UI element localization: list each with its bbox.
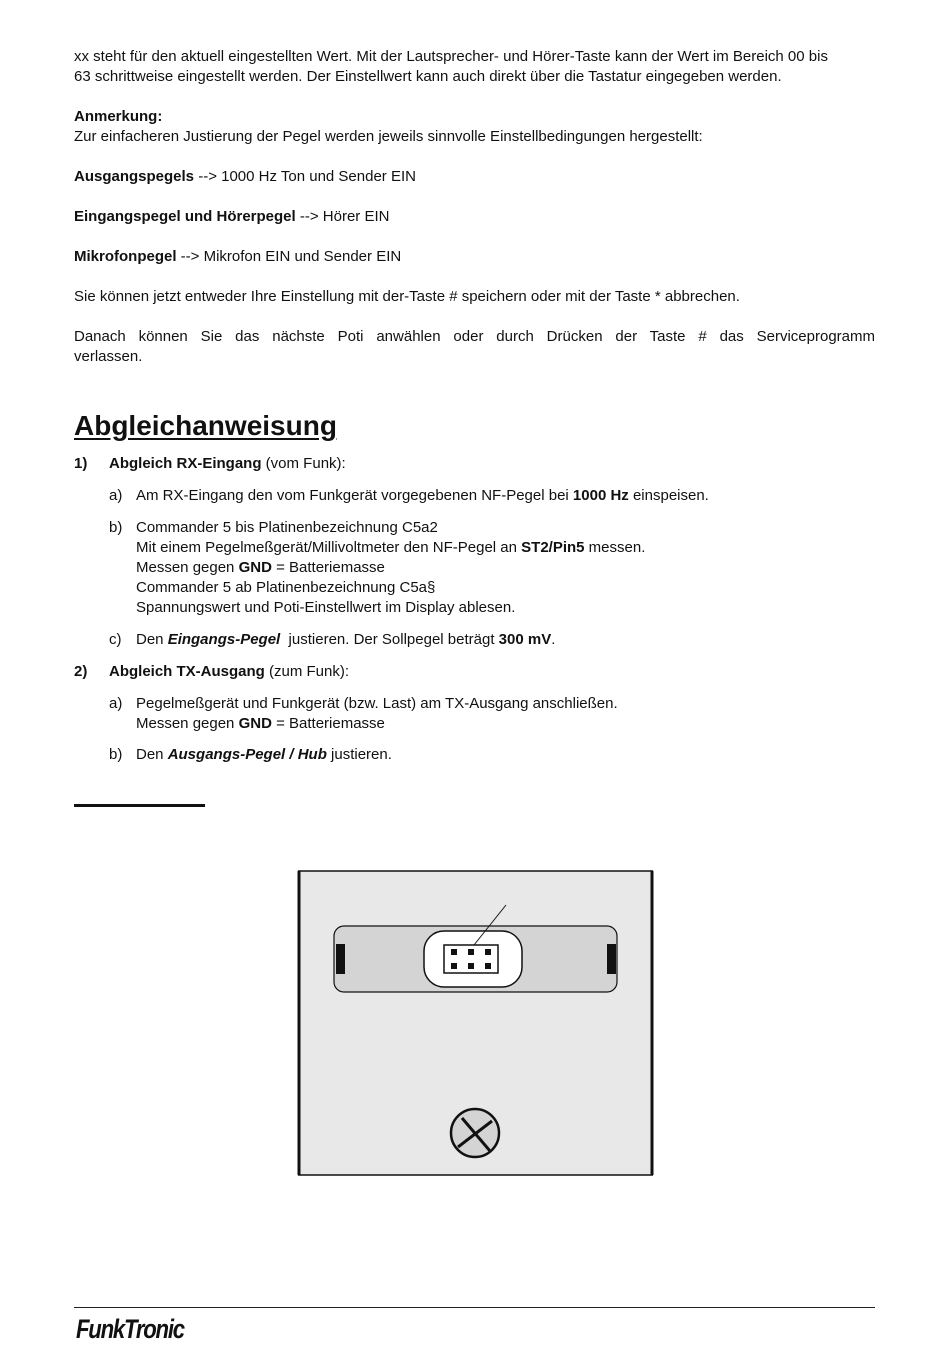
- step-1-heading: [109, 454, 346, 474]
- text-line: [136, 558, 875, 578]
- text-span: messen.: [584, 539, 646, 556]
- step-1-title: Abgleich RX-Eingang: [109, 455, 262, 472]
- section-title: Abgleichanweisung: [74, 410, 337, 441]
- text-span: Messen gegen: [136, 559, 239, 576]
- save-text: Sie können jetzt entweder Ihre Einstellung mit der-Taste # speichern oder mit der Taste * abbrechen.: [74, 288, 740, 305]
- step-2b-text: [136, 745, 875, 765]
- text-span: justieren. Der Sollpegel beträgt: [280, 631, 499, 648]
- step-2-number: 2): [74, 663, 88, 680]
- text-span: Den: [136, 631, 168, 648]
- frequency-value: 1000 Hz: [572, 487, 629, 504]
- next-line-2: verlassen.: [74, 348, 143, 365]
- connector-latch-right: [607, 944, 616, 974]
- pin-label: ST2/Pin5: [521, 539, 585, 556]
- step-1c-text: [136, 630, 875, 650]
- intro-line-1: xx steht für den aktuell eingestellten Wert. Mit der Lautsprecher- und Hörer-Taste kann der Wert im Bereich 00 bis: [74, 48, 828, 65]
- footer-rule: [74, 1307, 875, 1308]
- text-line: Commander 5 ab Platinenbezeichnung C5a§: [136, 579, 436, 596]
- text-span: justieren.: [326, 746, 392, 763]
- device-diagram: [296, 869, 656, 1185]
- condition-rest: --> Mikrofon EIN und Sender EIN: [176, 248, 402, 265]
- step-1c-letter: c): [109, 631, 122, 648]
- text-span: Den: [136, 746, 168, 763]
- step-1b-letter: b): [109, 519, 123, 536]
- text-line: Spannungswert und Poti-Einstellwert im Display ablesen.: [136, 599, 516, 616]
- section-divider: [74, 804, 205, 807]
- note-heading: Anmerkung:: [74, 108, 163, 125]
- condition-input: [74, 207, 875, 227]
- note-text: Zur einfacheren Justierung der Pegel werden jeweils sinnvolle Einstellbedingungen hergestellt:: [74, 128, 703, 145]
- condition-rest: --> 1000 Hz Ton und Sender EIN: [194, 168, 416, 185]
- step-2-title: Abgleich TX-Ausgang: [109, 663, 265, 680]
- text-line: [136, 538, 875, 558]
- step-1b-text: [136, 518, 875, 618]
- step-1a-letter: a): [109, 487, 123, 504]
- condition-term: Ausgangspegels: [74, 168, 195, 185]
- step-2a-text: [136, 694, 875, 734]
- text-line: Pegelmeßgerät und Funkgerät (bzw. Last) am TX-Ausgang anschließen.: [136, 695, 618, 712]
- pin-2: [468, 949, 474, 955]
- pin-4: [451, 963, 457, 969]
- gnd-label: GND: [238, 559, 272, 576]
- text-span: Am RX-Eingang den vom Funkgerät vorgegebenen NF-Pegel bei: [136, 487, 573, 504]
- condition-rest: --> Hörer EIN: [295, 208, 390, 225]
- text-span: Messen gegen: [136, 715, 239, 732]
- intro-line-2: 63 schrittweise eingestellt werden. Der Einstellwert kann auch direkt über die Tastatur eingegeben werden.: [74, 68, 782, 85]
- text-line: [136, 714, 875, 734]
- step-1-number: 1): [74, 455, 88, 472]
- next-text: [74, 327, 875, 367]
- step-2-heading: [109, 662, 349, 682]
- brand-logo: FunkTronic: [76, 1314, 184, 1344]
- next-line-1: Danach können Sie das nächste Poti anwählen oder durch Drücken der Taste # das Serviceprogramm: [74, 328, 875, 345]
- gnd-label: GND: [238, 715, 272, 732]
- text-span: = Batteriemasse: [271, 559, 385, 576]
- pin-6: [485, 963, 491, 969]
- text-line: Commander 5 bis Platinenbezeichnung C5a2: [136, 519, 438, 536]
- step-2a-letter: a): [109, 695, 123, 712]
- text-span: einspeisen.: [628, 487, 709, 504]
- input-level-term: Eingangs-Pegel: [167, 631, 281, 648]
- condition-mic: [74, 247, 875, 267]
- step-1a-text: [136, 486, 875, 506]
- intro-text: [74, 47, 875, 87]
- pin-5: [468, 963, 474, 969]
- text-span: .: [551, 631, 556, 648]
- note-block: [74, 107, 875, 147]
- condition-term: Mikrofonpegel: [74, 248, 177, 265]
- condition-term: Eingangspegel und Hörerpegel: [74, 208, 296, 225]
- connector-latch-left: [336, 944, 345, 974]
- device-diagram-svg: [296, 869, 656, 1179]
- step-2-suffix: (zum Funk):: [264, 663, 350, 680]
- text-span: = Batteriemasse: [271, 715, 385, 732]
- target-level-value: 300 mV: [498, 631, 552, 648]
- output-level-term: Ausgangs-Pegel / Hub: [167, 746, 327, 763]
- step-2b-letter: b): [109, 746, 123, 763]
- step-1-suffix: (vom Funk):: [261, 455, 346, 472]
- condition-output: [74, 167, 875, 187]
- pin-1: [451, 949, 457, 955]
- text-span: Mit einem Pegelmeßgerät/Millivoltmeter den NF-Pegel an: [136, 539, 522, 556]
- pin-3: [485, 949, 491, 955]
